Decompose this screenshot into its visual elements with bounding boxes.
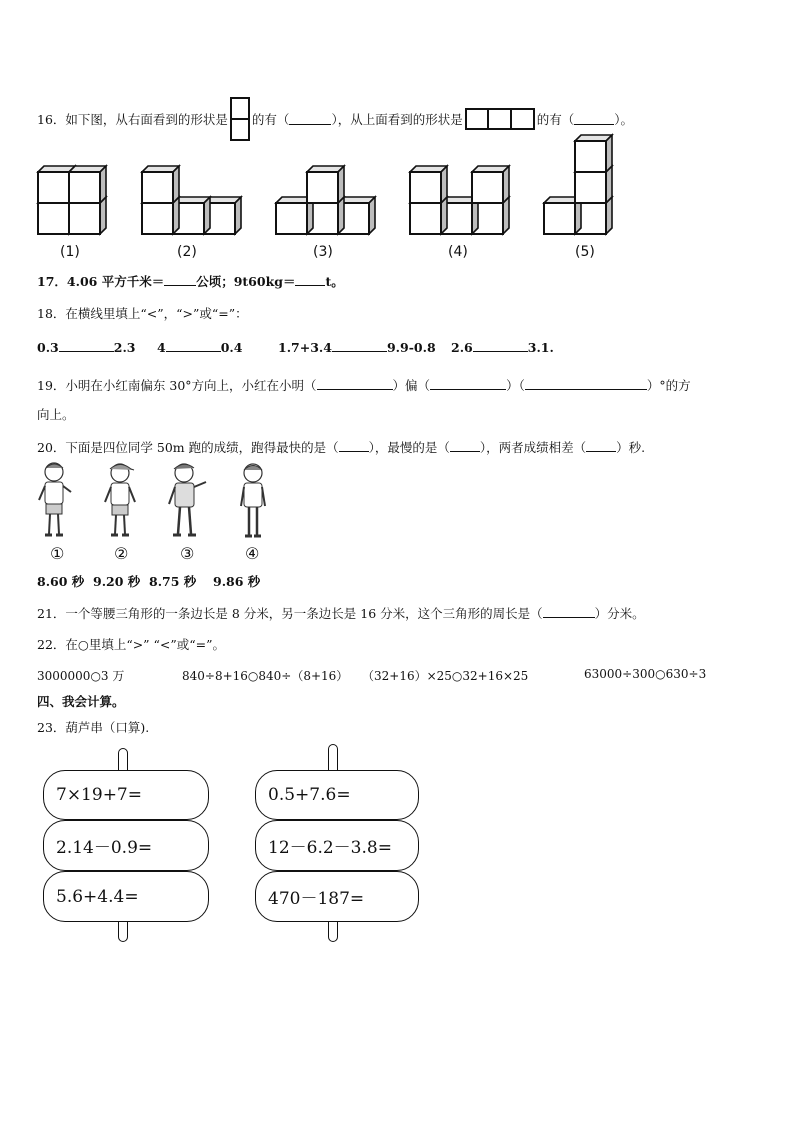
- compare-circle-item-2[interactable]: 840÷8+16○840÷（8+16）: [182, 669, 349, 683]
- kid-number-2: ②: [114, 544, 129, 563]
- cube-figures: [0, 0, 794, 270]
- time-3: 8.75 秒: [149, 574, 197, 589]
- question-21-text-a: 一个等腰三角形的一条边长是 8 分米，另一条边长是 16 分米，这个三角形的周长是（: [65, 606, 543, 621]
- question-20-text-d: ）秒.: [616, 440, 646, 455]
- kid-figure-4: [235, 460, 275, 542]
- figure-label-2: (2): [177, 244, 197, 260]
- question-23-text: 葫芦串（口算).: [65, 720, 150, 735]
- time-1: 8.60 秒: [37, 574, 85, 589]
- figure-label-5: (5): [575, 244, 595, 260]
- question-17-text-c: t。: [325, 274, 344, 289]
- answer-blank-slowest[interactable]: [450, 440, 480, 452]
- compare-circle-item-3[interactable]: （32+16）×25○32+16×25: [362, 669, 529, 683]
- right-gourd-bead-2[interactable]: 12－6.2－3.8=: [255, 820, 419, 871]
- question-21: [37, 604, 645, 622]
- right-gourd-bead-1[interactable]: 0.5+7.6=: [255, 770, 419, 820]
- answer-blank-hectare[interactable]: [164, 274, 196, 286]
- question-20-text-c: ），两者成绩相差（: [479, 440, 587, 455]
- question-18-text: 在横线里填上“<”，“>”或“=”：: [65, 306, 248, 321]
- question-17: [37, 272, 344, 290]
- question-19-text-d: ）°的方: [646, 378, 691, 393]
- question-22-text: 在○里填上“>” “<”或“=”。: [65, 637, 226, 652]
- compare-item-4: 2.6 3.1.: [451, 340, 554, 355]
- question-17-text-b: 公顷；9t60kg＝: [196, 274, 296, 289]
- kid-number-3: ③: [180, 544, 195, 563]
- question-16-text-a: 如下图，从右面看到的形状是: [65, 112, 228, 127]
- question-17-number: 17．: [37, 274, 67, 289]
- question-20-text-a: 下面是四位同学 50m 跑的成绩，跑得最快的是（: [65, 440, 339, 455]
- question-16-number: 16．: [37, 112, 66, 127]
- figure-3: [276, 166, 375, 234]
- kid-number-1: ①: [50, 544, 65, 563]
- question-20: [37, 438, 645, 456]
- question-17-text-a: 4.06 平方千米＝: [66, 274, 165, 289]
- question-19-text-b: ）偏（: [392, 378, 431, 393]
- answer-blank-angle[interactable]: [525, 378, 647, 390]
- question-22: [37, 635, 225, 653]
- compare-circle-item-1[interactable]: 3000000○3 万: [37, 669, 125, 683]
- kid-figure-2: [101, 460, 141, 542]
- compare-item-3: 1.7+3.4 9.9-0.8: [278, 340, 436, 355]
- left-gourd-bead-1[interactable]: 7×19+7=: [43, 770, 209, 820]
- answer-blank-direction-2[interactable]: [430, 378, 506, 390]
- answer-blank-perimeter[interactable]: [543, 606, 595, 618]
- answer-blank-ton[interactable]: [295, 274, 325, 286]
- figure-5: [544, 135, 612, 234]
- question-18: [37, 304, 248, 322]
- question-18-number: 18．: [37, 306, 66, 321]
- question-19-number: 19．: [37, 378, 66, 393]
- answer-blank-fastest[interactable]: [339, 440, 369, 452]
- question-22-number: 22．: [37, 637, 66, 652]
- kid-number-4: ④: [245, 544, 260, 563]
- compare-item-1: 0.3 2.3: [37, 340, 136, 355]
- question-23: [37, 718, 149, 736]
- figure-label-1: (1): [60, 244, 80, 260]
- compare-circle-item-4[interactable]: 63000÷300○630÷3: [584, 667, 707, 681]
- answer-blank-direction-1[interactable]: [317, 378, 393, 390]
- question-16-text-e: ）。: [614, 112, 633, 127]
- question-19-continued: 向上。: [37, 407, 75, 422]
- question-23-number: 23．: [37, 720, 66, 735]
- figure-label-3: (3): [313, 244, 333, 260]
- left-gourd-bead-3[interactable]: 5.6+4.4=: [43, 871, 209, 922]
- question-16-text-d: 的有（: [536, 112, 575, 127]
- question-20-text-b: ），最慢的是（: [368, 440, 450, 455]
- question-19: [37, 376, 691, 394]
- compare-item-2: 4 0.4: [157, 340, 243, 355]
- time-4: 9.86 秒: [213, 574, 261, 589]
- right-gourd-bead-3[interactable]: 470－187=: [255, 871, 419, 922]
- section-4-title: 四、我会计算。: [37, 694, 125, 709]
- question-19-text-a: 小明在小红南偏东 30°方向上，小红在小明（: [65, 378, 317, 393]
- left-gourd-bead-2[interactable]: 2.14－0.9=: [43, 820, 209, 871]
- question-16-text-b: 的有（: [251, 112, 290, 127]
- figure-label-4: (4): [448, 244, 468, 260]
- question-21-text-b: ）分米。: [594, 606, 645, 621]
- question-20-number: 20．: [37, 440, 66, 455]
- kid-figure-3: [164, 460, 212, 542]
- kid-figure-1: [36, 460, 76, 542]
- question-19-text-c: ）（: [506, 378, 525, 393]
- question-16-text-c: ），从上面看到的形状是: [331, 112, 463, 127]
- question-21-number: 21．: [37, 606, 66, 621]
- figure-4: [410, 166, 509, 234]
- answer-blank-difference[interactable]: [586, 440, 616, 452]
- figure-1: [38, 166, 106, 234]
- time-2: 9.20 秒: [93, 574, 141, 589]
- figure-2: [142, 166, 241, 234]
